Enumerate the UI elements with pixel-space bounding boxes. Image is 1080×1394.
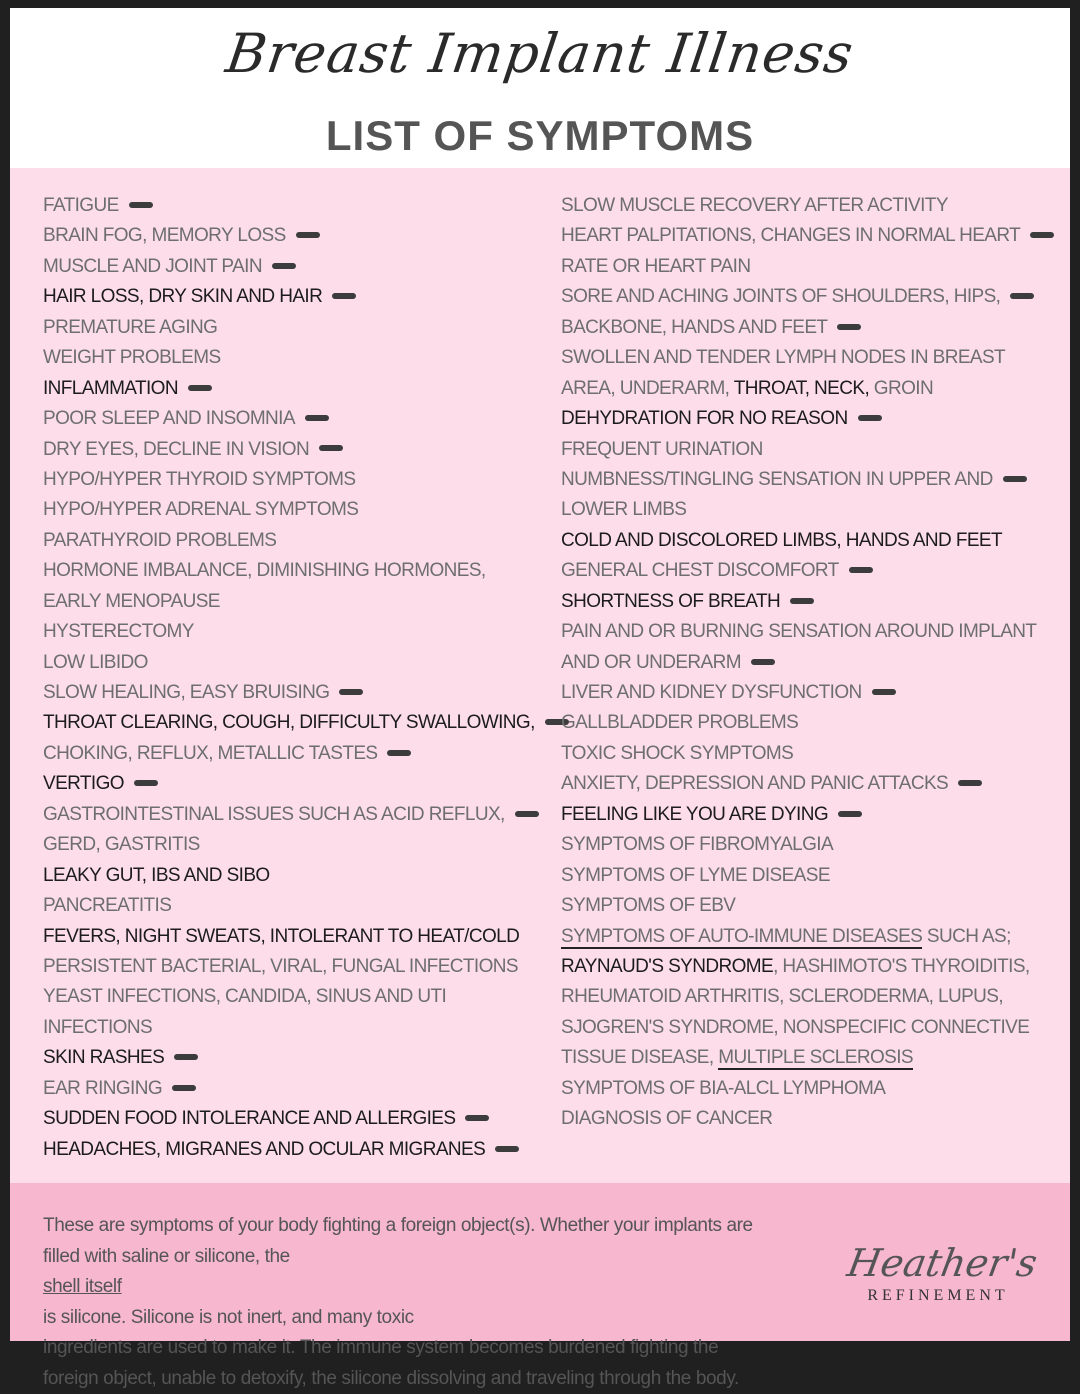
dash-mark xyxy=(174,1054,198,1060)
list-item: FREQUENT URINATION xyxy=(561,438,763,460)
list-item: HYSTERECTOMY xyxy=(43,621,194,643)
list-item: INFECTIONS xyxy=(43,1016,153,1038)
list-item: INFLAMMATION xyxy=(43,374,543,404)
logo-subtitle: REFINEMENT xyxy=(867,1287,1009,1304)
list-item: TISSUE DISEASE, MULTIPLE SCLEROSIS xyxy=(561,1047,913,1069)
infographic-page xyxy=(10,8,1070,1389)
list-item: BRAIN FOG, MEMORY LOSS xyxy=(43,221,543,251)
dash-mark xyxy=(387,750,411,756)
symptom-list-panel xyxy=(10,168,1070,1183)
list-item: SKIN RASHES xyxy=(43,1043,543,1073)
list-item: DIAGNOSIS OF CANCER xyxy=(561,1108,773,1130)
dash-mark xyxy=(858,415,882,421)
dash-mark xyxy=(296,232,320,238)
list-item: THROAT CLEARING, COUGH, DIFFICULTY SWALLOWING, xyxy=(43,708,543,738)
list-item: HEADACHES, MIGRANES AND OCULAR MIGRANES xyxy=(43,1135,543,1165)
list-item: DEHYDRATION FOR NO REASON xyxy=(561,404,1061,434)
list-item: WEIGHT PROBLEMS xyxy=(43,347,221,369)
list-item: SLOW HEALING, EASY BRUISING xyxy=(43,678,543,708)
list-item: AND OR UNDERARM xyxy=(561,648,1061,678)
list-item: RHEUMATOID ARTHRITIS, SCLERODERMA, LUPUS, xyxy=(561,986,1004,1008)
header xyxy=(10,8,1070,168)
list-item: RATE OR HEART PAIN xyxy=(561,255,751,277)
dash-mark xyxy=(515,811,539,817)
list-item: FEVERS, NIGHT SWEATS, INTOLERANT TO HEAT/COLD xyxy=(43,925,520,947)
dash-mark xyxy=(339,689,363,695)
list-item: GENERAL CHEST DISCOMFORT xyxy=(561,556,1061,586)
logo-script: Heather's xyxy=(844,1241,1041,1285)
dash-mark xyxy=(958,780,982,786)
dash-mark xyxy=(272,263,296,269)
list-item: PANCREATITIS xyxy=(43,895,172,917)
list-item: COLD AND DISCOLORED LIMBS, HANDS AND FEET xyxy=(561,529,1002,551)
list-item: SORE AND ACHING JOINTS OF SHOULDERS, HIPS, xyxy=(561,282,1061,312)
dash-mark xyxy=(305,415,329,421)
list-item: SYMPTOMS OF LYME DISEASE xyxy=(561,864,830,886)
dash-mark xyxy=(465,1115,489,1121)
list-item: AREA, UNDERARM, THROAT, NECK, GROIN xyxy=(561,377,934,399)
list-item: PAIN AND OR BURNING SENSATION AROUND IMPLANT xyxy=(561,621,1037,643)
dash-mark xyxy=(849,567,873,573)
list-item: SYMPTOMS OF EBV xyxy=(561,895,736,917)
list-item: HYPO/HYPER THYROID SYMPTOMS xyxy=(43,468,356,490)
dash-mark xyxy=(172,1085,196,1091)
list-item: CHOKING, REFLUX, METALLIC TASTES xyxy=(43,739,543,769)
list-item: ANXIETY, DEPRESSION AND PANIC ATTACKS xyxy=(561,769,1061,799)
list-item: NUMBNESS/TINGLING SENSATION IN UPPER AND xyxy=(561,465,1061,495)
list-item: LIVER AND KIDNEY DYSFUNCTION xyxy=(561,678,1061,708)
list-item: TOXIC SHOCK SYMPTOMS xyxy=(561,742,794,764)
list-item: PARATHYROID PROBLEMS xyxy=(43,529,277,551)
list-item: HEART PALPITATIONS, CHANGES IN NORMAL HEART xyxy=(561,221,1061,251)
dash-mark xyxy=(319,445,343,451)
list-item: DRY EYES, DECLINE IN VISION xyxy=(43,435,543,465)
dash-mark xyxy=(837,324,861,330)
list-item: SYMPTOMS OF FIBROMYALGIA xyxy=(561,834,834,856)
list-item: GALLBLADDER PROBLEMS xyxy=(561,712,799,734)
list-item: EARLY MENOPAUSE xyxy=(43,590,220,612)
dash-mark xyxy=(129,202,153,208)
dash-mark xyxy=(751,659,775,665)
dash-mark xyxy=(188,385,212,391)
dash-mark xyxy=(790,598,814,604)
dash-mark xyxy=(332,293,356,299)
list-item: HYPO/HYPER ADRENAL SYMPTOMS xyxy=(43,499,359,521)
dash-mark xyxy=(1010,293,1034,299)
list-item: SJOGREN'S SYNDROME, NONSPECIFIC CONNECTIVE xyxy=(561,1016,1030,1038)
page-title: LIST OF SYMPTOMS xyxy=(325,112,755,159)
brand-logo xyxy=(844,1241,1041,1305)
dash-mark xyxy=(1003,476,1027,482)
dash-mark xyxy=(134,780,158,786)
list-item: GERD, GASTRITIS xyxy=(43,834,200,856)
list-item: VERTIGO xyxy=(43,769,543,799)
list-item: HAIR LOSS, DRY SKIN AND HAIR xyxy=(43,282,543,312)
list-item: SYMPTOMS OF BIA-ALCL LYMPHOMA xyxy=(561,1077,886,1099)
list-item: SHORTNESS OF BREATH xyxy=(561,587,1061,617)
list-item: SWOLLEN AND TENDER LYMPH NODES IN BREAST xyxy=(561,347,1006,369)
footer-text: These are symptoms of your body fighting a foreign object(s). Whether your implants are filled with saline or silicone, the shell itself is silicone. Silicone is not inert, and many toxic ingredients are used to make it. The immune system becomes burdened fighting the foreign object, unable to detoxify, the silicone dissolving and traveling through the body. xyxy=(43,1215,753,1389)
list-item: HORMONE IMBALANCE, DIMINISHING HORMONES, xyxy=(43,560,486,582)
list-item: EAR RINGING xyxy=(43,1074,543,1104)
list-item: BACKBONE, HANDS AND FEET xyxy=(561,313,1061,343)
list-item: LOWER LIMBS xyxy=(561,499,687,521)
list-item: FATIGUE xyxy=(43,191,543,221)
list-item: LEAKY GUT, IBS AND SIBO xyxy=(43,864,270,886)
list-item: RAYNAUD'S SYNDROME, HASHIMOTO'S THYROIDITIS, xyxy=(561,955,1030,977)
right-symptom-column xyxy=(561,191,1061,1135)
dash-mark xyxy=(1030,232,1054,238)
list-item: MUSCLE AND JOINT PAIN xyxy=(43,252,543,282)
list-item: POOR SLEEP AND INSOMNIA xyxy=(43,404,543,434)
left-symptom-column xyxy=(43,191,543,1165)
dash-mark xyxy=(838,811,862,817)
dash-mark xyxy=(495,1146,519,1152)
list-item: SYMPTOMS OF AUTO-IMMUNE DISEASES SUCH AS; xyxy=(561,925,1011,947)
script-title: Breast Implant Illness xyxy=(222,22,858,85)
list-item: FEELING LIKE YOU ARE DYING xyxy=(561,800,1061,830)
list-item: GASTROINTESTINAL ISSUES SUCH AS ACID REFLUX, xyxy=(43,800,543,830)
list-item: SUDDEN FOOD INTOLERANCE AND ALLERGIES xyxy=(43,1104,543,1134)
list-item: PERSISTENT BACTERIAL, VIRAL, FUNGAL INFECTIONS xyxy=(43,955,518,977)
dash-mark xyxy=(872,689,896,695)
list-item: YEAST INFECTIONS, CANDIDA, SINUS AND UTI xyxy=(43,986,447,1008)
list-item: PREMATURE AGING xyxy=(43,316,218,338)
list-item: LOW LIBIDO xyxy=(43,651,148,673)
list-item: SLOW MUSCLE RECOVERY AFTER ACTIVITY xyxy=(561,195,948,216)
footer-panel xyxy=(10,1183,1070,1389)
